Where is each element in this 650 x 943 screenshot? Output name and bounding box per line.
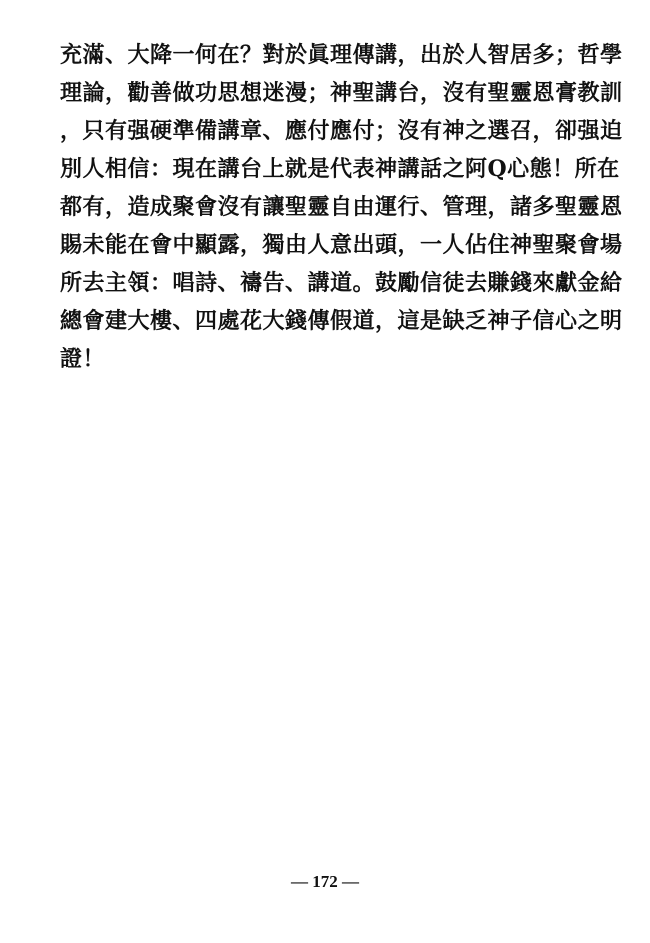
text-line: 賜未能在會中顯露，獨由人意出頭，一人佔住神聖聚會場 bbox=[60, 232, 623, 258]
text-line: 總會建大樓、四處花大錢傳假道，這是缺乏神子信心之明 bbox=[60, 308, 623, 334]
text-line: 都有，造成聚會沒有讓聖靈自由運行、管理，諸多聖靈恩 bbox=[60, 194, 623, 220]
text-line: 理論，勸善做功思想迷漫；神聖講台，沒有聖靈恩膏教訓 bbox=[60, 80, 623, 106]
text-line: ，只有强硬準備講章、應付應付；沒有神之選召，卻强迫 bbox=[60, 118, 623, 144]
text-line: 充滿、大降一何在？對於眞理傳講，出於人智居多；哲學 bbox=[60, 42, 623, 68]
text-line: 證！ bbox=[60, 346, 106, 372]
text-line: 別人相信：現在講台上就是代表神講話之阿Q心態！所在 bbox=[60, 156, 620, 182]
body-text bbox=[60, 36, 623, 378]
page-number: — 172 — bbox=[291, 872, 359, 891]
text-line: 所去主領：唱詩、禱告、講道。鼓勵信徒去賺錢來獻金給 bbox=[60, 270, 623, 296]
